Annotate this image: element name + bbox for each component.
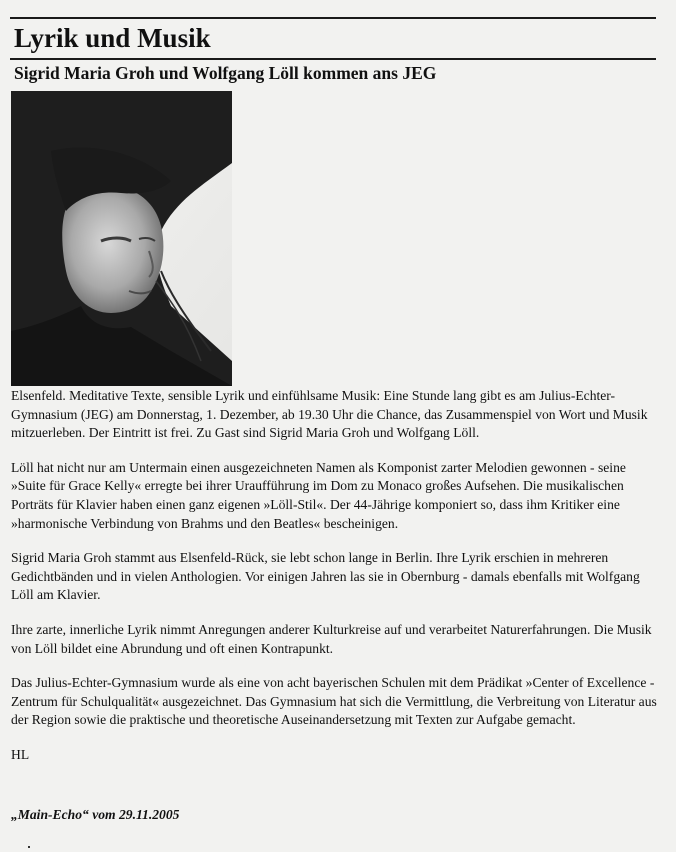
scan-speck bbox=[28, 846, 30, 848]
paragraph: Sigrid Maria Groh stammt aus Elsenfeld-Rück, sie lebt schon lange in Berlin. Ihre Lyrik erschien in mehreren Gedichtbänden und in vielen Anthologien. Vor einigen Jahren las sie in Obernburg - damals ebenfalls mit Wolfgang Löll am Klavier. bbox=[11, 550, 640, 603]
headline: Lyrik und Musik bbox=[14, 23, 211, 53]
source-citation: „Main-Echo“ vom 29.11.2005 bbox=[11, 807, 180, 822]
paragraph: Elsenfeld. Meditative Texte, sensible Lyrik und einfühlsame Musik: Eine Stunde lang gibt es am Julius-Echter-Gymnasium (JEG) am Donnerstag, 1. Dezember, ab 19.30 Uhr die Chance, das Zusammenspiel von Wort und Musik mitzuerleben. Der Eintritt ist frei. Zu Gast sind Sigrid Maria Groh und Wolfgang Löll. bbox=[11, 388, 648, 441]
author-signature: HL bbox=[11, 746, 30, 762]
paragraph: Löll hat nicht nur am Untermain einen ausgezeichneten Namen als Komponist zarter Melodien gewonnen - seine »Suite für Grace Kelly« erregte bei ihrer Uraufführung im Dom zu Monaco großes Aufsehen. Die musikalischen Porträts für Klavier haben einen ganz eigenen »Löll-Stil«. Der 44-Jährige komponiert so, dass ihm Kritiker eine »harmonische Verbindung von Brahms und den Beatles« bescheinigen. bbox=[11, 459, 626, 531]
portrait-photo bbox=[11, 91, 232, 386]
article-body bbox=[11, 387, 659, 781]
paragraph: Ihre zarte, innerliche Lyrik nimmt Anregungen anderer Kulturkreise auf und verarbeitet Naturerfahrungen. Die Musik von Löll bildet eine Abrundung und oft einen Kontrapunkt. bbox=[11, 621, 652, 656]
paragraph: Das Julius-Echter-Gymnasium wurde als eine von acht bayerischen Schulen mit dem Prädikat »Center of Excellence - Zentrum für Schulqualität« ausgezeichnet. Das Gymnasium hat sich die Vermittlung, die Verbreitung von Literatur aus der Region sowie die praktische und theoretische Auseinandersetzung mit Texten zur Aufgabe gemacht. bbox=[11, 675, 657, 728]
top-rule bbox=[10, 17, 656, 19]
subheadline: Sigrid Maria Groh und Wolfgang Löll kommen ans JEG bbox=[14, 63, 437, 83]
headline-rule bbox=[10, 58, 656, 60]
